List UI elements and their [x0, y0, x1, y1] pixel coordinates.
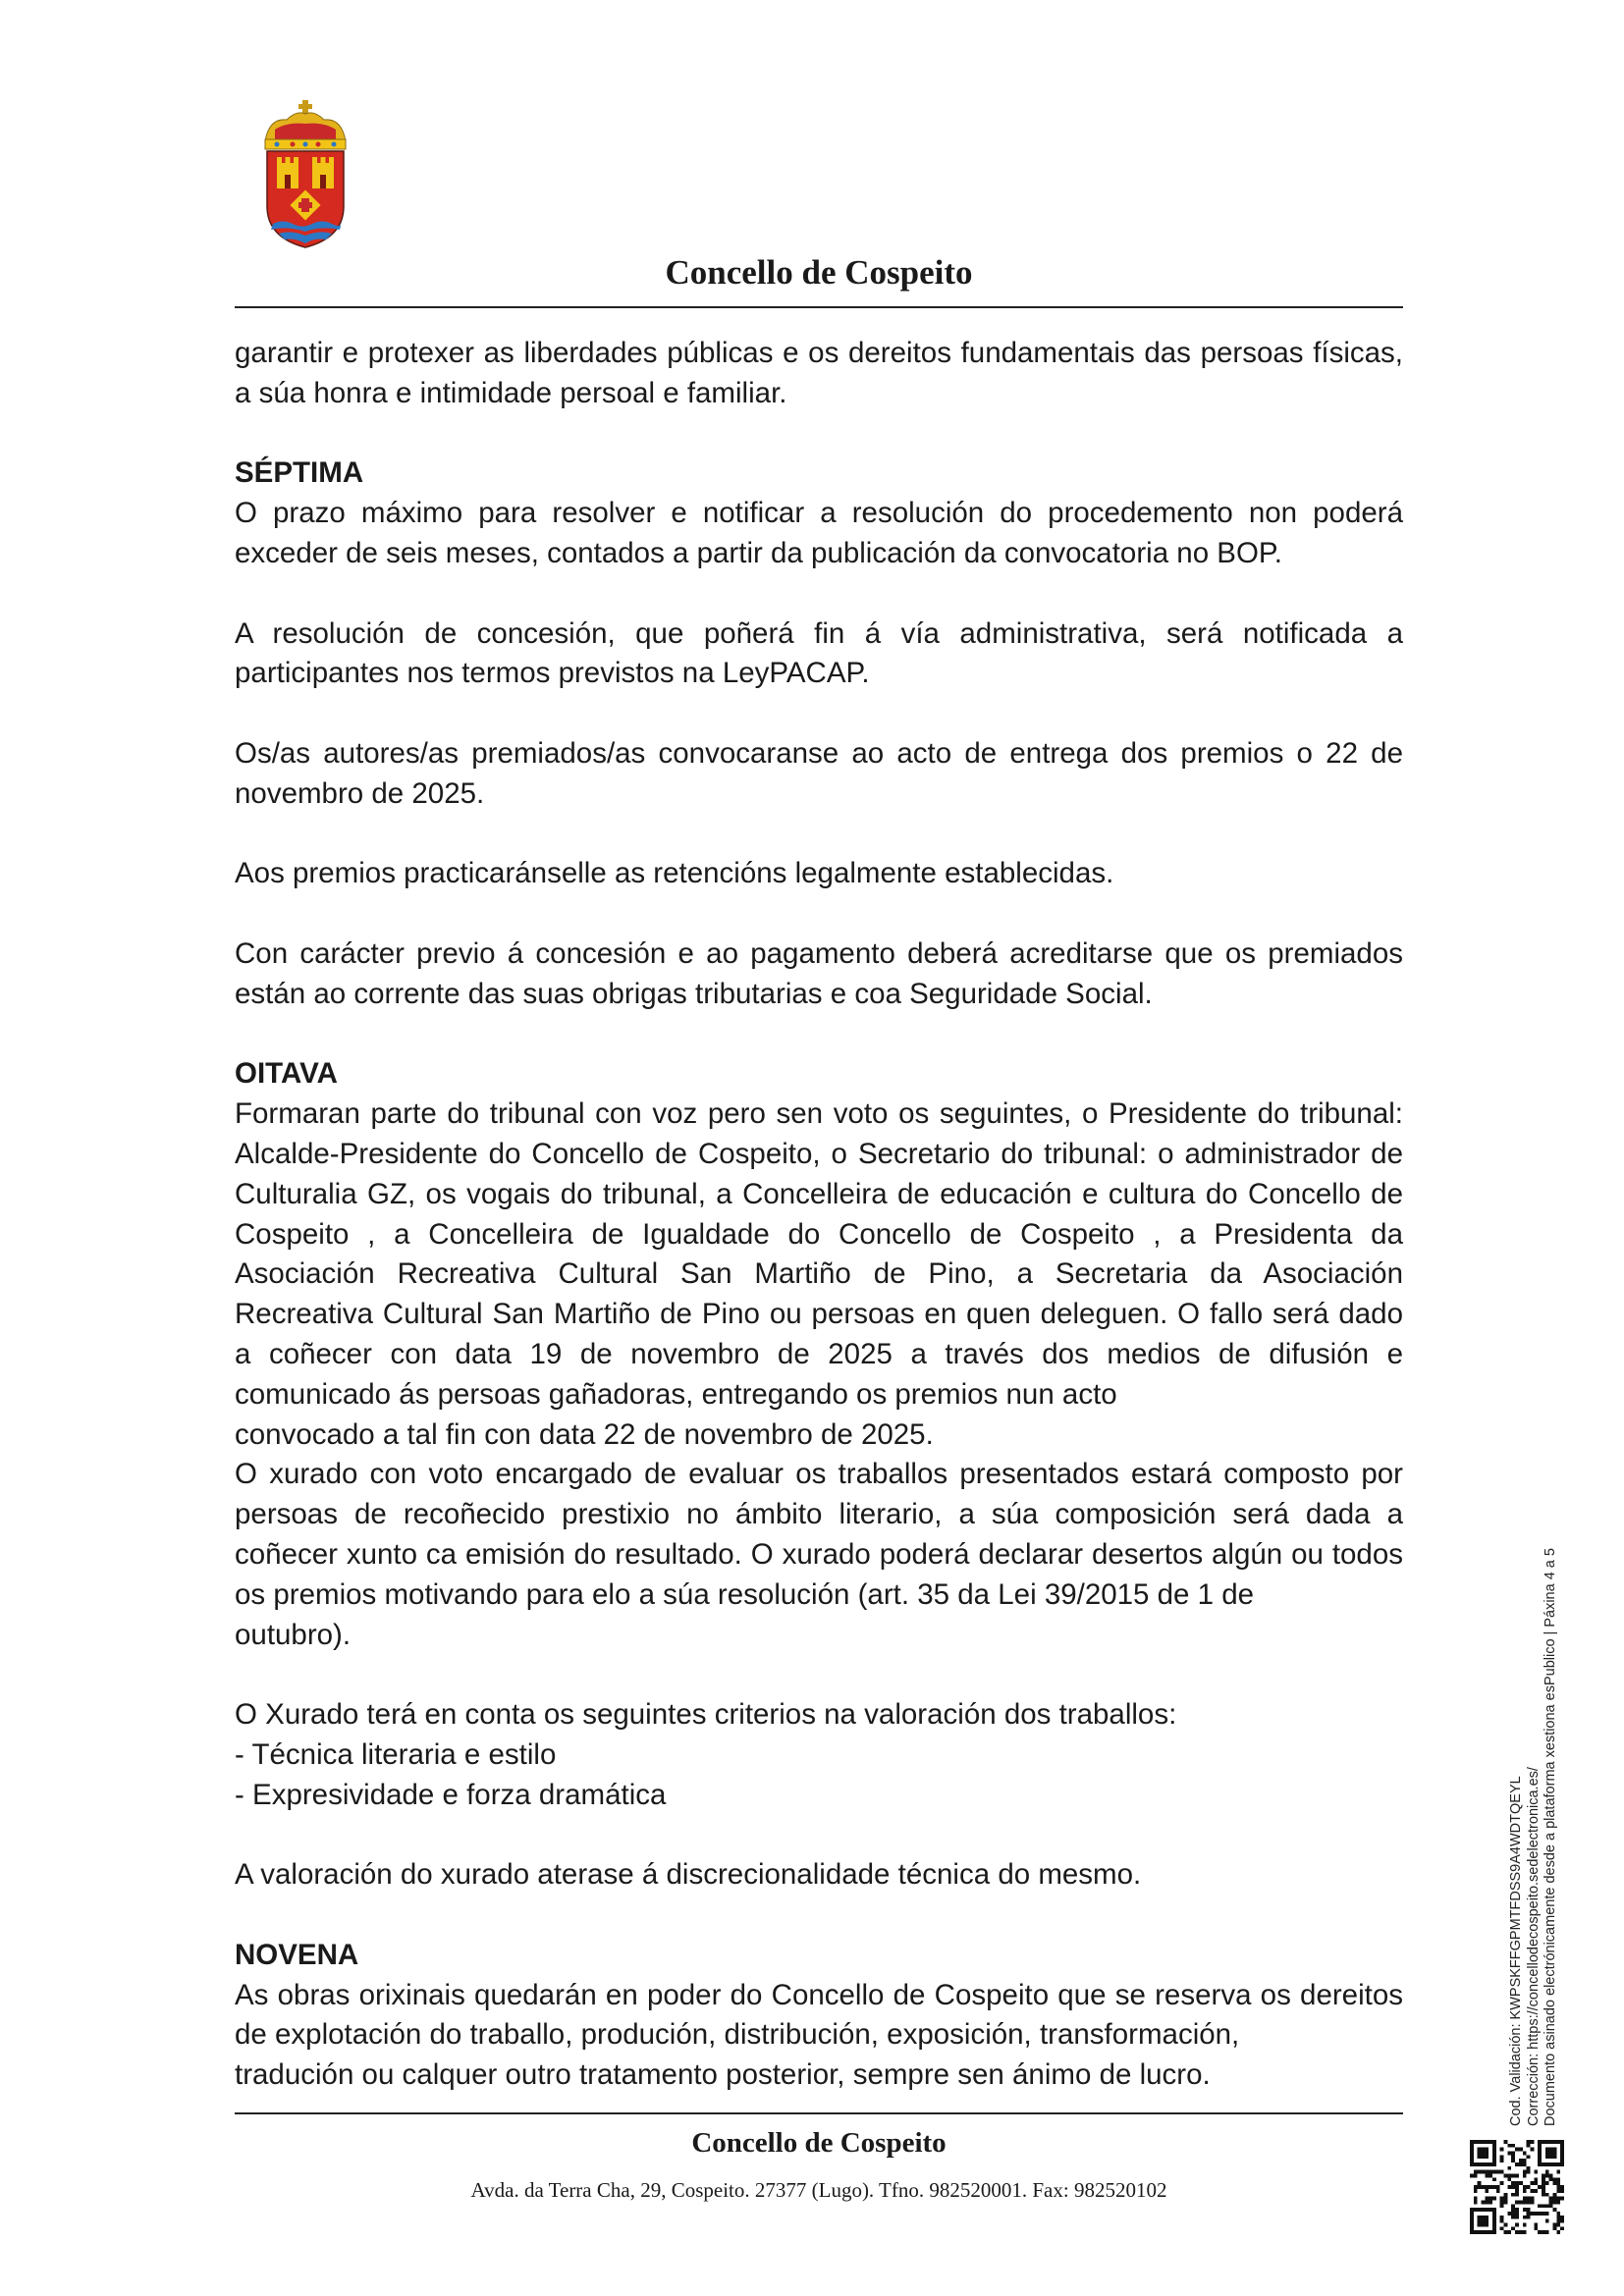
paragraph-last-line: convocado a tal fin con data 22 de novembro de 2025. [235, 1417, 934, 1451]
intro-paragraph: garantir e protexer as liberdades públicas e os dereitos fundamentais das persoas físicas, a súa honra e intimidade persoal e familiar. [235, 337, 1403, 409]
qr-code-icon [1470, 2140, 1564, 2234]
paragraph: Con carácter previo á concesión e ao pagamento deberá acreditarse que os premiados están ao corrente das suas obrigas tributarias e coa Seguridade Social. [235, 936, 1403, 1010]
validation-code: Cod. Validación: KWPSKFFGPMTFDSS9A4WDTQEYL [1508, 1776, 1524, 2126]
list-item: - Expresividade e forza dramática [235, 1778, 667, 1811]
list-item: - Técnica literaria e estilo [235, 1737, 557, 1771]
coat-of-arms-logo [257, 100, 353, 249]
section-heading-oitava: OITAVA [235, 1057, 338, 1091]
footer-divider [235, 2112, 1403, 2114]
footer-title: Concello de Cospeito [691, 2127, 947, 2159]
document-body [235, 334, 1403, 2096]
paragraph: O prazo máximo para resolver e notificar a resolución do procedemento non poderá exceder de seis meses, contados a partir da publicación da convocatoria no BOP. [235, 497, 1403, 569]
signature-note: Documento asinado electrónicamente desde a plataforma xestiona esPublico | Páxina 4 a 5 [1543, 1548, 1558, 2126]
paragraph-last-line: tradución ou calquer outro tratamento posterior, sempre sen ánimo de lucro. [235, 2058, 1211, 2092]
footer-address: Avda. da Terra Cha, 29, Cospeito. 27377 (Lugo). Tfno. 982520001. Fax: 982520102 [470, 2178, 1167, 2202]
paragraph: Formaran parte do tribunal con voz pero sen voto os seguintes, o Presidente do tribunal: Alcalde-Presidente do Concello de Cospeito, o Secretario do tribunal: o administrador de Culturalia GZ, os vogais do tribunal, a Concelleira de educación e cultura do Concello de Cospeito , a Concelleira de Igualdade do Concello de Cospeito , a Presidenta da Asociación Recreativa Cultural San Martiño de Pino, a Secretaria da Asociación Recreativa Cultural San Martiño de Pino ou persoas en quen deleguen. O fallo será dado a coñecer con data 19 de novembro de 2025 a través dos medios de difusión e comunicado ás persoas gañadoras, entregando os premios nun acto [235, 1097, 1403, 1411]
section-heading-novena: NOVENA [235, 1938, 359, 1971]
paragraph: A valoración do xurado aterase á discrecionalidade técnica do mesmo. [235, 1858, 1142, 1892]
section-heading-septima: SÉPTIMA [235, 456, 364, 490]
paragraph: O xurado con voto encargado de evaluar os traballos presentados estará composto por persoas de recoñecido prestixio no ámbito literario, a súa composición será dada a coñecer xunto ca emisión do resultado. O xurado poderá declarar desertos algún ou todos os premios motivando para elo a súa resolución (art. 35 da Lei 39/2015 de 1 de [235, 1458, 1403, 1611]
paragraph: As obras orixinais quedarán en poder do Concello de Cospeito que se reserva os dereitos de explotación do traballo, produción, distribución, exposición, transformación, [235, 1978, 1403, 2052]
paragraph: Os/as autores/as premiados/as convocaranse ao acto de entrega dos premios o 22 de novembro de 2025. [235, 736, 1403, 810]
header-divider [235, 306, 1403, 308]
paragraph-last-line: outubro). [235, 1618, 352, 1651]
paragraph: A resolución de concesión, que poñerá fin á vía administrativa, será notificada a participantes nos termos previstos na LeyPACAP. [235, 616, 1403, 690]
criteria-intro: O Xurado terá en conta os seguintes criterios na valoración dos traballos: [235, 1698, 1177, 1732]
validation-url: Corrección: https://concellodecospeito.sedelectronica.es/ [1525, 1767, 1542, 2126]
header-title: Concello de Cospeito [665, 253, 973, 292]
paragraph: Aos premios practicaránselle as retencións legalmente establecidas. [235, 857, 1114, 890]
